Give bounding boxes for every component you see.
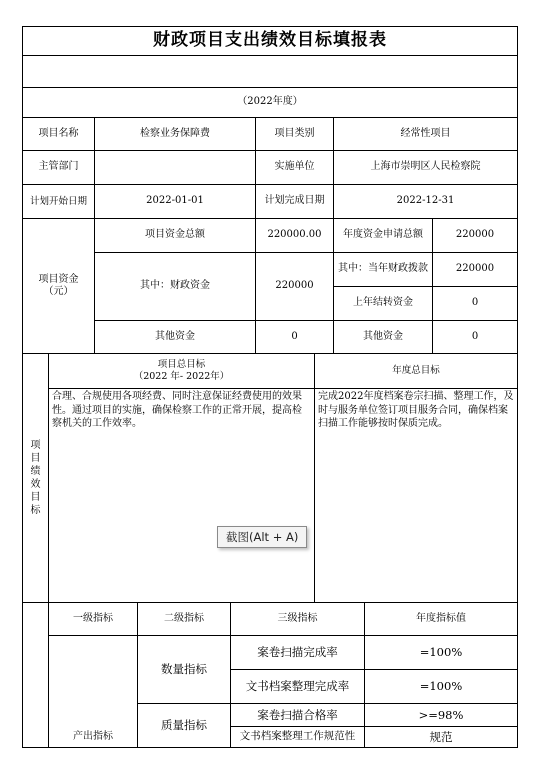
- col-level3: 三级指标: [230, 602, 365, 636]
- blank-row: [22, 55, 518, 88]
- year-note: （2022年度）: [22, 87, 518, 118]
- overall-goal-text: 合理、合规使用各项经费、同时注意保证经费使用的效果性。通过项目的实施，确保检察工作的正常开展，提高检察机关的工作效率。: [48, 388, 315, 603]
- annual-funds-value: 220000: [432, 218, 518, 253]
- project-type-label: 项目类别: [255, 117, 334, 151]
- indicators-side-blank: [22, 602, 49, 748]
- project-name-value: 检察业务保障费: [94, 117, 256, 151]
- group-quantity: 数量指标: [137, 635, 231, 704]
- col-level1: 一级指标: [48, 602, 138, 636]
- unit-label: 实施单位: [255, 150, 334, 185]
- form-title: 财政项目支出绩效目标填报表: [22, 26, 518, 56]
- indicator-value: 规范: [364, 726, 518, 748]
- dept-label: 主管部门: [22, 150, 95, 185]
- other-funds-label-2: 其他资金: [333, 320, 433, 354]
- end-date-value: 2022-12-31: [333, 184, 518, 219]
- col-level2: 二级指标: [137, 602, 231, 636]
- group-quality: 质量指标: [137, 703, 231, 748]
- overall-goal-header: [48, 353, 315, 389]
- funds-label: 项目资金（元）: [22, 218, 95, 354]
- annual-funds-label: 年度资金申请总额: [333, 218, 433, 253]
- current-alloc-label: 其中：当年财政拨款: [333, 252, 433, 287]
- current-alloc-value: 220000: [432, 252, 518, 287]
- annual-goal-header: 年度总目标: [314, 353, 518, 389]
- annual-goal-text: 完成2022年度档案卷宗扫描、整理工作，及时与服务单位签订项目服务合同，确保档案扫描工作能够按时保质完成。: [314, 388, 518, 603]
- overall-goal-period: （2022 年- 2022年）: [133, 371, 230, 382]
- end-date-label: 计划完成日期: [255, 184, 334, 219]
- indicator-name: 文书档案整理完成率: [230, 669, 365, 704]
- carryover-label: 上年结转资金: [333, 286, 433, 321]
- unit-value: 上海市崇明区人民检察院: [333, 150, 518, 185]
- other-funds-label: 其他资金: [94, 320, 256, 354]
- fiscal-funds-value: 220000: [255, 252, 334, 321]
- level1-output: 产出指标: [48, 635, 138, 748]
- funds-total-label: 项目资金总额: [94, 218, 256, 253]
- fiscal-funds-label: 其中：财政资金: [94, 252, 256, 321]
- overall-goal-title: 项目总目标: [157, 359, 206, 371]
- project-name-label: 项目名称: [22, 117, 95, 151]
- funds-total-value: 220000.00: [255, 218, 334, 253]
- col-annual-value: 年度指标值: [364, 602, 518, 636]
- indicator-value: >=98%: [364, 703, 518, 727]
- indicator-name: 文书档案整理工作规范性: [230, 726, 365, 748]
- project-type-value: 经常性项目: [333, 117, 518, 151]
- indicator-name: 案卷扫描合格率: [230, 703, 365, 727]
- goals-label: 项目绩效目标: [22, 353, 49, 603]
- indicator-value: =100%: [364, 635, 518, 670]
- dept-value: [94, 150, 256, 185]
- other-funds-value: 0: [255, 320, 334, 354]
- start-date-value: 2022-01-01: [94, 184, 256, 219]
- other-funds-value-2: 0: [432, 320, 518, 354]
- performance-form: [22, 26, 518, 748]
- indicator-name: 案卷扫描完成率: [230, 635, 365, 670]
- indicator-value: =100%: [364, 669, 518, 704]
- carryover-value: 0: [432, 286, 518, 321]
- start-date-label: 计划开始日期: [22, 184, 95, 219]
- screenshot-tooltip: 截图(Alt + A): [217, 526, 307, 548]
